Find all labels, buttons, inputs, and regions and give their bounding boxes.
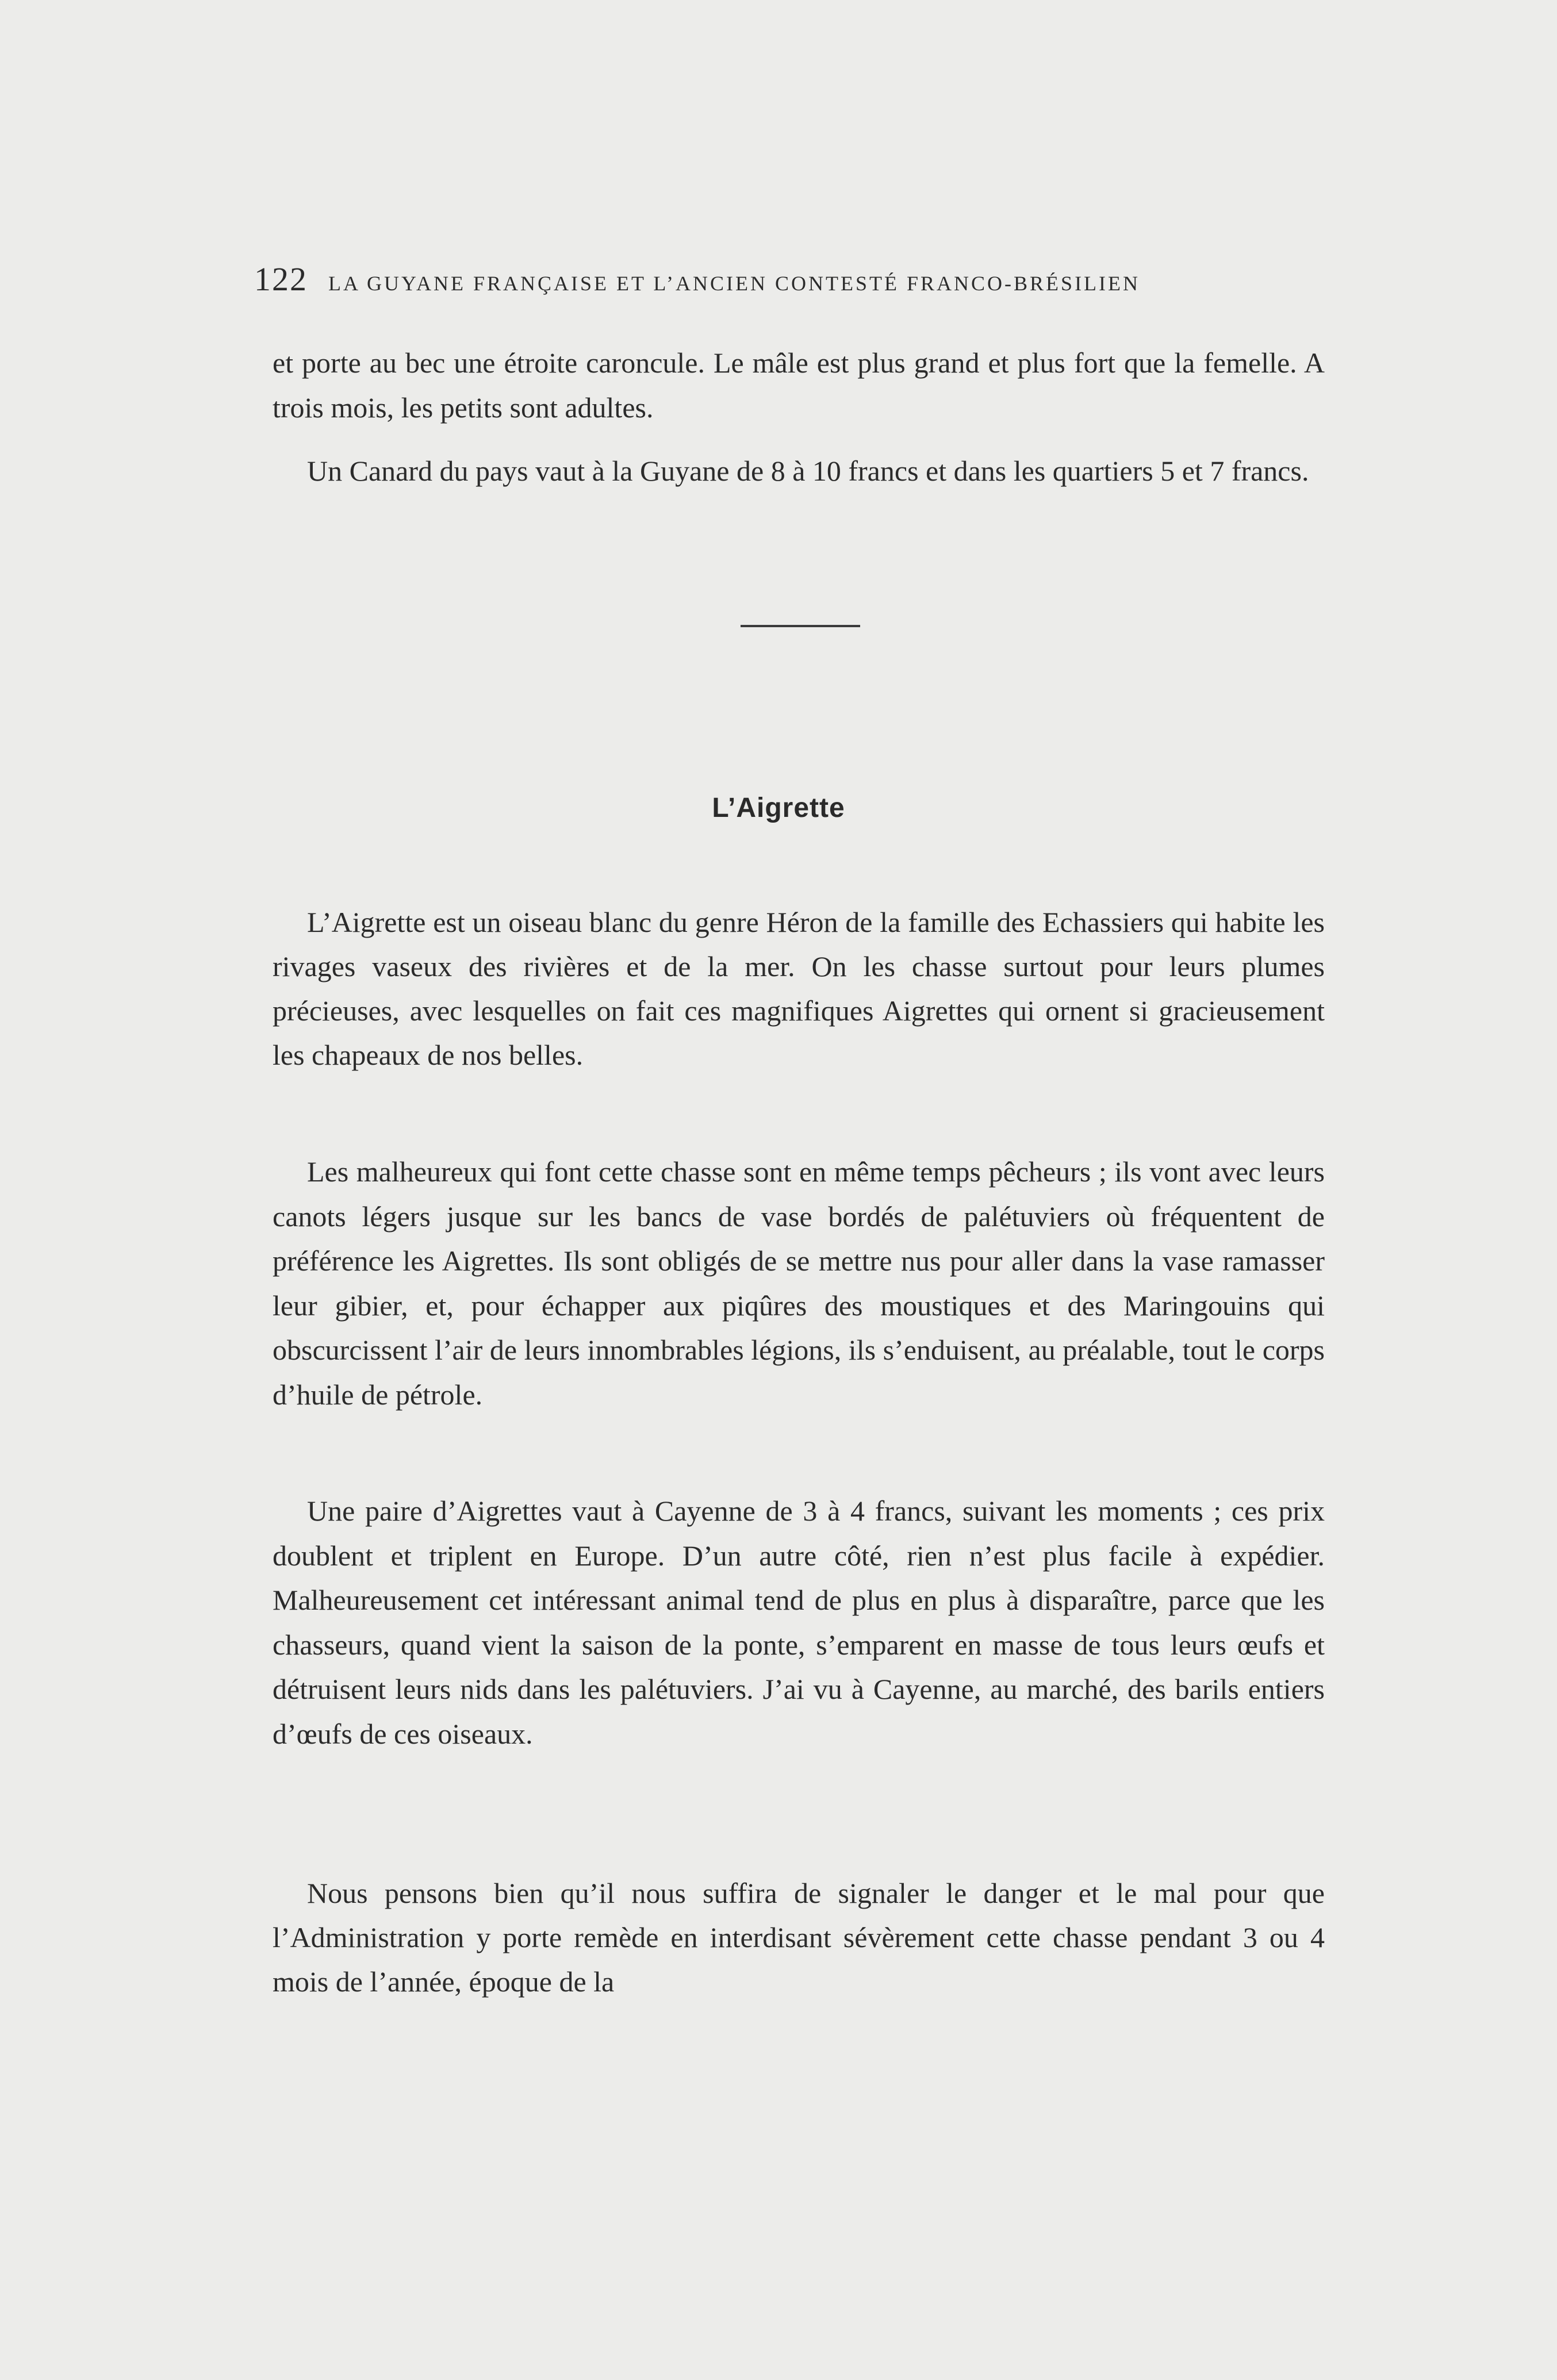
canard-price-paragraph-block [273, 448, 1325, 493]
continuation-paragraph: et porte au bec une étroite caroncule. Le mâle est plus grand et plus fort que la femelle. A trois mois, les petits sont adultes. [273, 347, 1325, 424]
aigrette-paragraph-2-block [273, 1150, 1325, 1417]
running-title: LA GUYANE FRANÇAISE ET L’ANCIEN CONTESTÉ FRANCO-BRÉSILIEN [328, 272, 1141, 295]
aigrette-paragraph-3: Une paire d’Aigrettes vaut à Cayenne de 3 à 4 francs, suivant les moments ; ces prix doublent et triplent en Europe. D’un autre côté, rien n’est plus facile à expédier. Malheureusement cet intéressant animal tend de plus en plus à disparaître, parce que les chasseurs, quand vient la saison de la ponte, s’emparent en masse de tous leurs œufs et détruisent leurs nids dans les palétuviers. J’ai vu à Cayenne, au marché, des barils entiers d’œufs de ces oiseaux. [273, 1495, 1325, 1750]
continuation-paragraph-block [273, 340, 1325, 430]
page-header [254, 260, 1324, 300]
aigrette-paragraph-1: L’Aigrette est un oiseau blanc du genre Héron de la famille des Echassiers qui habite les rivages vaseux des rivières et de la mer. On les chasse surtout pour leurs plumes précieuses, avec lesquelles on fait ces magnifiques Aigrettes qui ornent si gracieusement les chapeaux de nos belles. [273, 906, 1325, 1071]
aigrette-paragraph-3-block [273, 1489, 1325, 1756]
canard-price-paragraph: Un Canard du pays vaut à la Guyane de 8 à 10 francs et dans les quartiers 5 et 7 francs. [307, 455, 1309, 487]
aigrette-paragraph-2: Les malheureux qui font cette chasse sont en même temps pêcheurs ; ils vont avec leurs canots légers jusque sur les bancs de vase bordés de palétuviers où fréquentent de préférence les Aigrettes. Ils sont obligés de se mettre nus pour aller dans la vase ramasser leur gibier, et, pour échapper aux piqûres des moustiques et des Maringouins qui obscurcissent l’air de leurs innombrables légions, ils s’enduisent, au préalable, tout le corps d’huile de pétrole. [273, 1156, 1325, 1411]
section-title: L’Aigrette [712, 793, 845, 823]
aigrette-paragraph-4: Nous pensons bien qu’il nous suffira de signaler le danger et le mal pour que l’Administration y porte remède en interdisant sévèrement cette chasse pendant 3 ou 4 mois de l’année, époque de la [273, 1877, 1325, 1998]
aigrette-paragraph-1-block [273, 900, 1325, 1077]
section-divider [741, 625, 860, 627]
page-number: 122 [254, 260, 308, 298]
aigrette-paragraph-4-block [273, 1871, 1325, 2004]
